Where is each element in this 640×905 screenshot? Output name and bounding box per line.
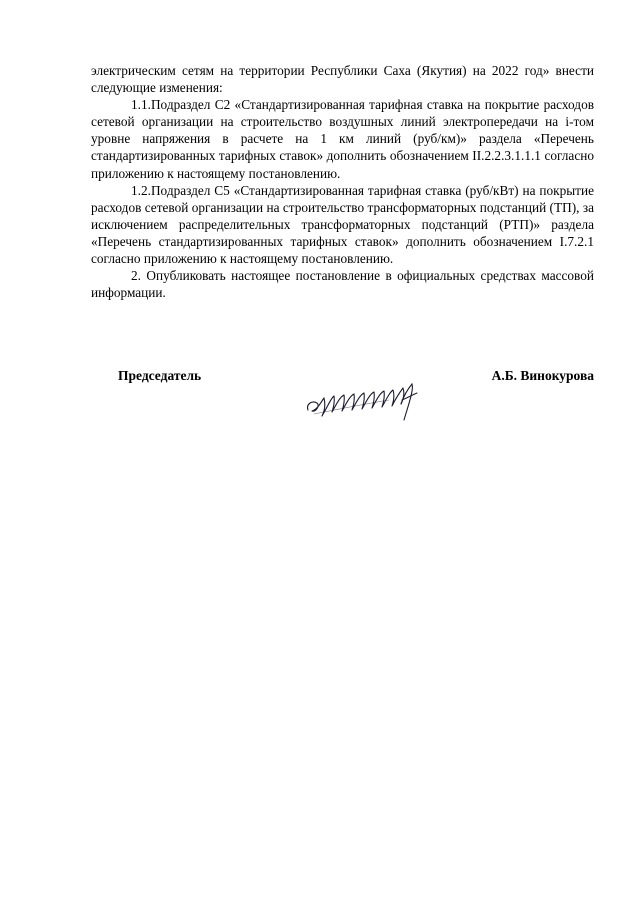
signature-block xyxy=(91,368,594,428)
signatory-name: А.Б. Винокурова xyxy=(491,368,594,383)
document-body xyxy=(91,62,594,301)
paragraph-item-1-2: 1.2.Подраздел С5 «Стандартизированная тарифная ставка (руб/кВт) на покрытие расходов сетевой организации на строительство трансформаторных подстанций (ТП), за исключением распределительных трансформаторных подстанций (РТП)» раздела «Перечень стандартизированных тарифных ставок» дополнить обозначением I.7.2.1 согласно приложению к настоящему постановлению. xyxy=(91,182,594,267)
paragraph-item-1-1: 1.1.Подраздел С2 «Стандартизированная тарифная ставка на покрытие расходов сетевой организации на строительство воздушных линий электропередачи на i-том уровне напряжения в расчете на 1 км линий (руб/км)» раздела «Перечень стандартизированных тарифных ставок» дополнить обозначением II.2.2.3.1.1.1 согласно приложению к настоящему постановлению. xyxy=(91,97,594,181)
signatory-title: Председатель xyxy=(118,368,202,383)
paragraph-continuation: электрическим сетям на территории Республики Саха (Якутия) на 2022 год» внести следующие изменения: xyxy=(91,63,594,96)
paragraph-item-2: 2. Опубликовать настоящее постановление в официальных средствах массовой информации. xyxy=(91,268,594,301)
handwritten-signature xyxy=(304,376,422,424)
